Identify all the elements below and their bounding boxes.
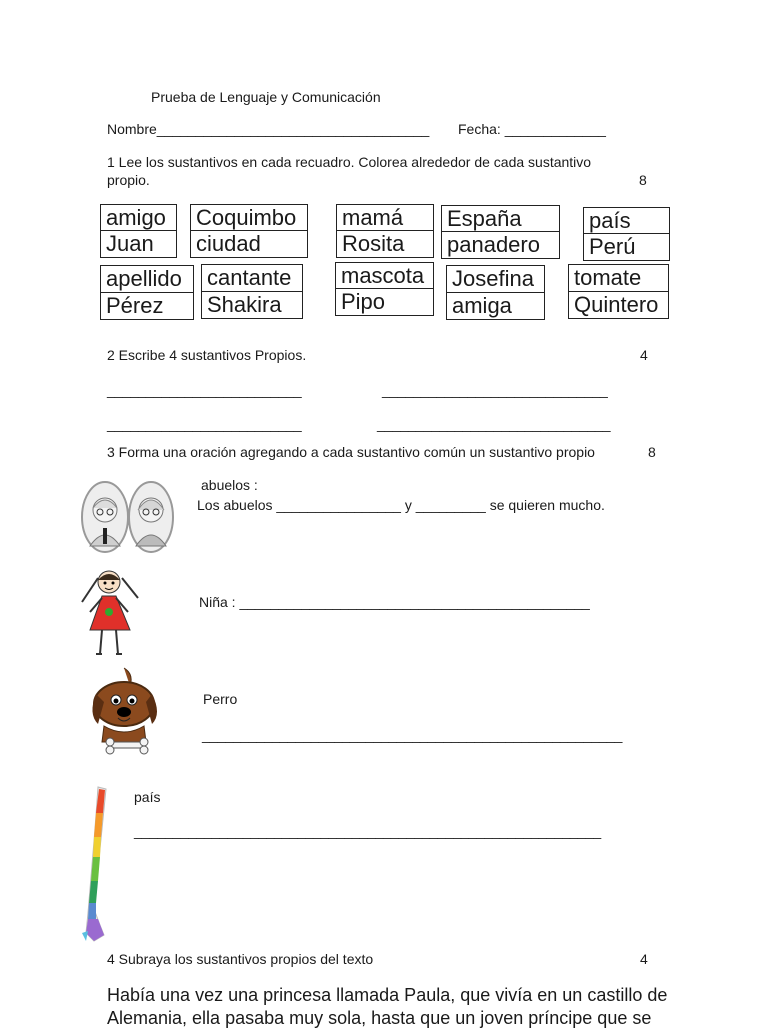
q2-points: 4 <box>640 347 648 363</box>
abuelos-sentence[interactable]: Los abuelos ________________ y _________ se quieren mucho. <box>197 497 605 513</box>
word-box[interactable] <box>441 205 560 259</box>
word-bottom: Perú <box>589 234 636 259</box>
word-top: amigo <box>101 205 176 231</box>
date-field[interactable]: Fecha: _____________ <box>458 121 606 137</box>
q4-instruction: 4 Subraya los sustantivos propios del texto <box>107 951 374 967</box>
word-bottom: ciudad <box>196 231 261 256</box>
answer-line[interactable]: _________________________ <box>107 416 302 432</box>
name-field[interactable]: Nombre___________________________________ <box>107 121 430 137</box>
q1-points: 8 <box>639 172 647 188</box>
word-box[interactable] <box>100 265 194 320</box>
word-top: apellido <box>101 266 193 293</box>
q4-points: 4 <box>640 951 648 967</box>
word-bottom: Juan <box>106 231 154 256</box>
story-text: Había una vez una princesa llamada Paula, que vivía en un castillo de <box>107 985 668 1005</box>
answer-line[interactable]: _____________________________ <box>382 382 608 398</box>
chile-map-icon <box>80 785 112 945</box>
perro-answer-line[interactable]: ______________________________________________________ <box>202 727 623 743</box>
word-top: país <box>584 208 669 234</box>
pais-answer-line[interactable]: ____________________________________________________________ <box>134 823 602 839</box>
word-top: España <box>442 206 559 232</box>
word-box[interactable] <box>100 204 177 258</box>
perro-label: Perro <box>203 691 238 707</box>
word-bottom: amiga <box>452 292 512 318</box>
word-top: mamá <box>337 205 433 231</box>
word-top: Coquimbo <box>191 205 307 231</box>
dog-icon <box>88 666 164 762</box>
q3-points: 8 <box>648 444 656 460</box>
q2-instruction: 2 Escribe 4 sustantivos Propios. <box>107 347 307 363</box>
word-top: cantante <box>202 265 302 292</box>
answer-line[interactable]: _________________________ <box>107 382 302 398</box>
word-box[interactable] <box>583 207 670 261</box>
word-box[interactable] <box>190 204 308 258</box>
word-bottom: Rosita <box>342 231 405 256</box>
word-box[interactable] <box>335 262 434 316</box>
word-top: tomate <box>569 265 668 292</box>
grandparents-icon <box>78 480 178 554</box>
word-bottom: Shakira <box>207 291 282 317</box>
answer-line[interactable]: ______________________________ <box>377 416 611 432</box>
q1-instruction: 1 Lee los sustantivos en cada recuadro. Colorea alrededor de cada sustantivo <box>107 154 592 170</box>
word-box[interactable] <box>336 204 434 258</box>
word-bottom: Pipo <box>341 289 386 314</box>
word-bottom: Quintero <box>574 291 659 317</box>
word-bottom: panadero <box>447 232 540 257</box>
word-top: mascota <box>336 263 433 289</box>
abuelos-label: abuelos : <box>201 477 258 493</box>
pais-label: país <box>134 789 161 805</box>
word-box[interactable] <box>446 265 545 320</box>
girl-icon <box>78 568 140 658</box>
word-box[interactable] <box>201 264 303 319</box>
page-title: Prueba de Lenguaje y Comunicación <box>151 89 381 105</box>
nina-field[interactable]: Niña : _____________________________________________ <box>199 594 590 610</box>
word-top: Josefina <box>447 266 544 293</box>
word-bottom: Pérez <box>106 292 164 318</box>
word-box[interactable] <box>568 264 669 319</box>
q1-instruction-cont: propio. <box>107 172 150 188</box>
q3-instruction: 3 Forma una oración agregando a cada sustantivo común un sustantivo propio <box>107 444 595 460</box>
story-text: Alemania, ella pasaba muy sola, hasta que un joven príncipe que se <box>107 1008 652 1028</box>
